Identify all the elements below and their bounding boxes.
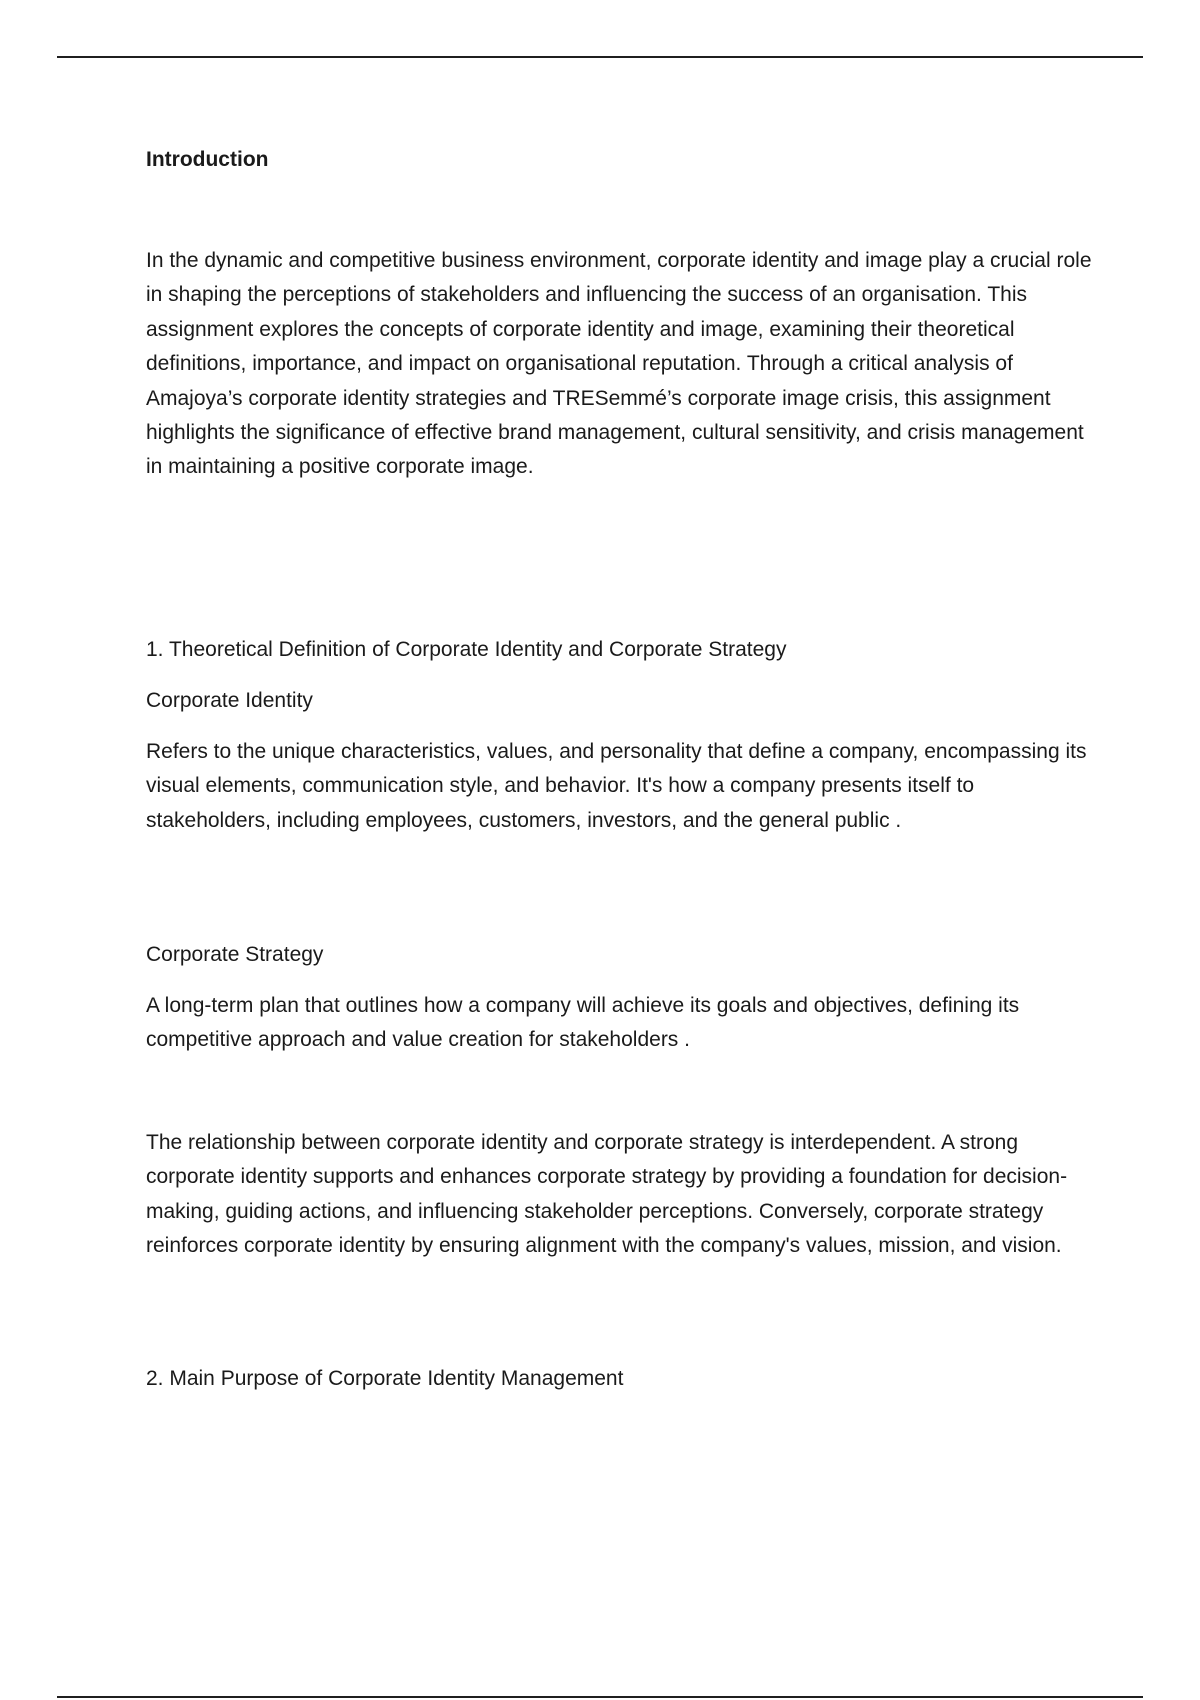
section-2-title: 2. Main Purpose of Corporate Identity Management [146, 1367, 624, 1390]
introduction-heading: Introduction [146, 148, 269, 171]
introduction-paragraph: In the dynamic and competitive business environment, corporate identity and image play a crucial role in shaping the perceptions of stakeholders and influencing the success of an organisation. This assignment explores the concepts of corporate identity and image, examining their theoretical definitions, importance, and impact on organisational reputation. Through a critical analysis of Amajoya’s corporate identity strategies and TRESemmé’s corporate image crisis, this assignment highlights the significance of effective brand management, cultural sensitivity, and crisis management in maintaining a positive corporate image. [146, 249, 1092, 479]
corporate-strategy-definition: A long-term plan that outlines how a company will achieve its goals and objectives, defining its competitive approach and value creation for stakeholders . [146, 994, 1020, 1052]
relationship-paragraph: The relationship between corporate identity and corporate strategy is interdependent. A strong corporate identity supports and enhances corporate strategy by providing a foundation for decision-making, guiding actions, and influencing stakeholder perceptions. Conversely, corporate strategy reinforces corporate identity by ensuring alignment with the company's values, mission, and vision. [146, 1131, 1068, 1258]
section-1-title: 1. Theoretical Definition of Corporate Identity and Corporate Strategy [146, 638, 787, 661]
footer-rule [57, 1696, 1143, 1698]
corporate-identity-definition: Refers to the unique characteristics, values, and personality that define a company, encompassing its visual elements, communication style, and behavior. It's how a company presents itself to stakeholders, including employees, customers, investors, and the general public . [146, 740, 1087, 832]
corporate-strategy-heading: Corporate Strategy [146, 943, 324, 966]
header-rule [57, 56, 1143, 58]
corporate-identity-heading: Corporate Identity [146, 689, 313, 712]
